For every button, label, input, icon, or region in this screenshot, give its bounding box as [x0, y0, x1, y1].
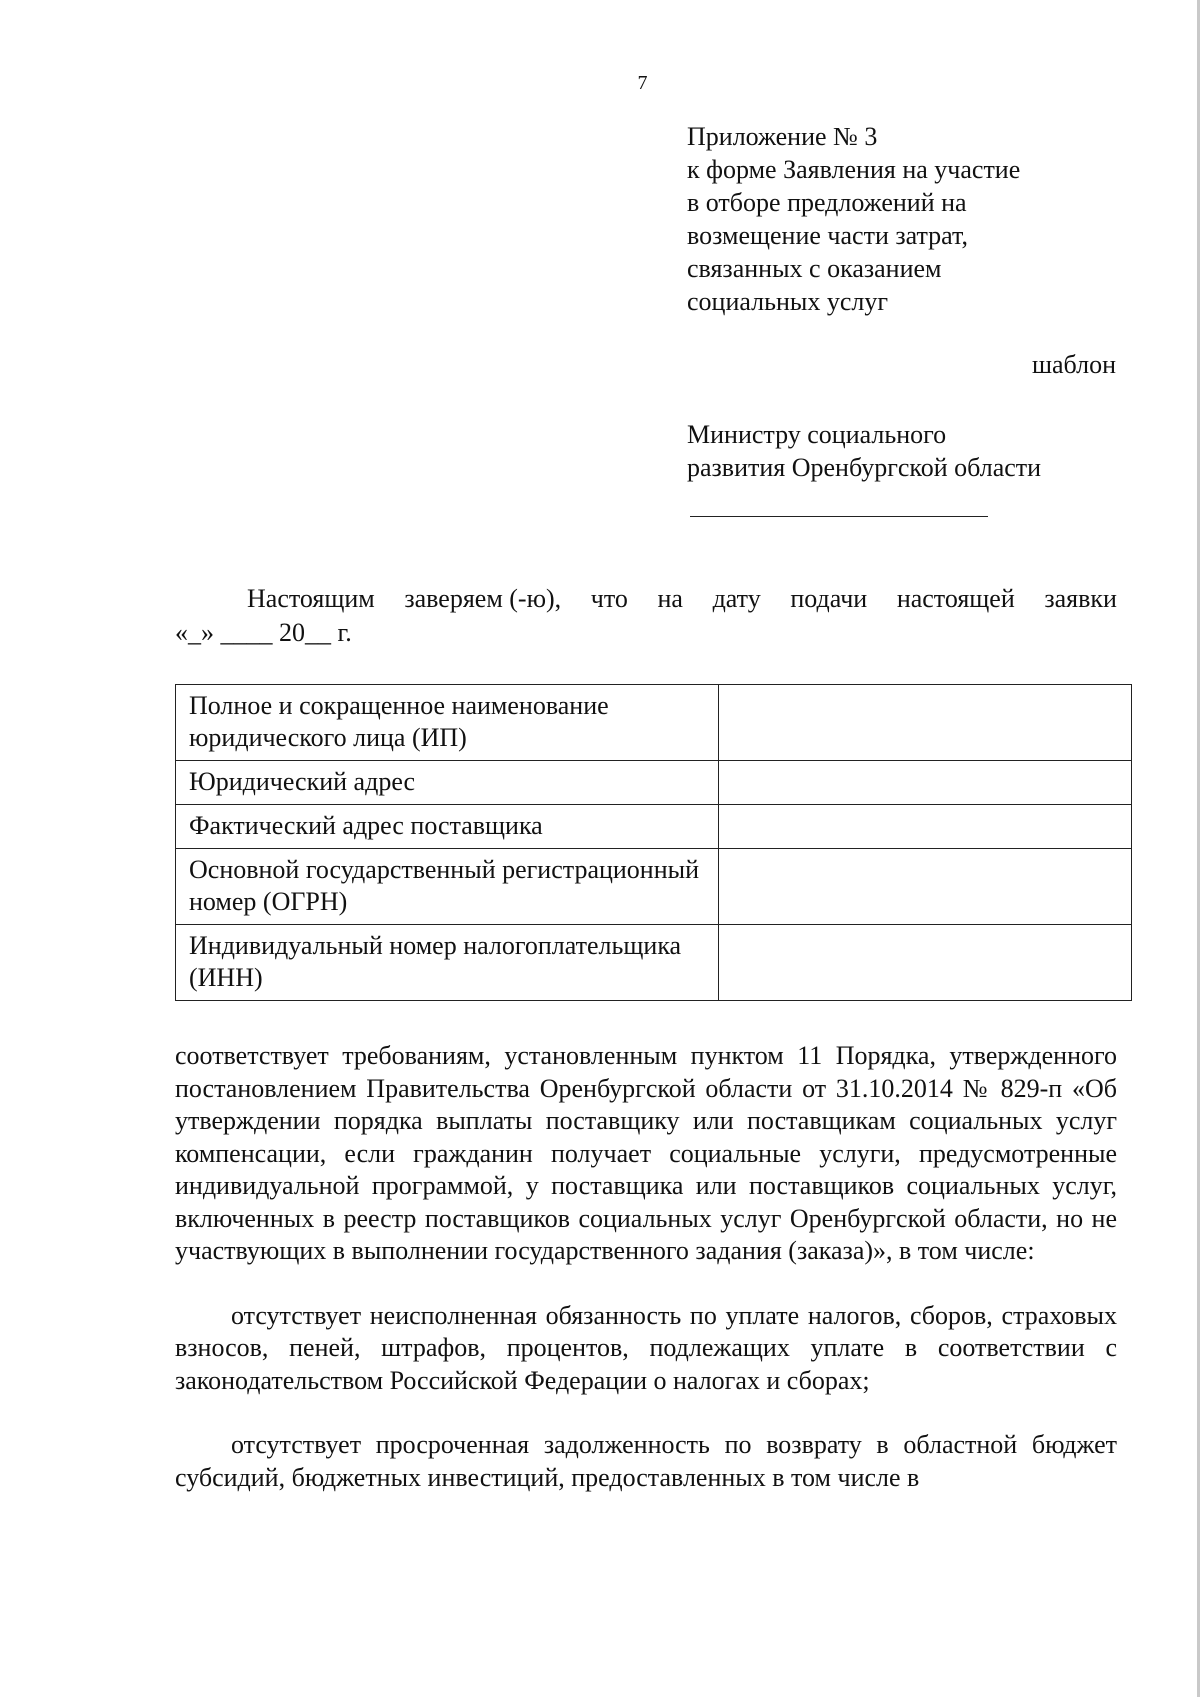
addressee-line: развития Оренбургской области: [687, 453, 1042, 482]
intro-word: Настоящим: [247, 584, 375, 613]
table-row: [176, 761, 1132, 805]
addressee: [687, 418, 1127, 484]
body-paragraph: отсутствует неисполненная обязанность по уплате налогов, сборов, страховых взносов, пеней, штрафов, процентов, подлежащих уплате в соответствии с законодательством Российской Федерации о налогах и сборах;: [175, 1300, 1117, 1395]
intro-word: настоящей: [896, 584, 1015, 613]
intro-date-line: «_» ____ 20__ г.: [175, 618, 352, 647]
table-row-value[interactable]: [719, 805, 1132, 849]
appendix-line: к форме Заявления на участие: [687, 155, 1021, 184]
appendix-line: Приложение № 3: [687, 122, 878, 151]
body-paragraph: отсутствует просроченная задолженность по возврату в областной бюджет субсидий, бюджетных инвестиций, предоставленных в том числе в: [175, 1430, 1117, 1492]
table-row-label: Основной государственный регистрационный номер (ОГРН): [176, 849, 719, 925]
table-row-value[interactable]: [719, 849, 1132, 925]
intro-word: что: [590, 584, 628, 613]
intro-word: дату: [712, 584, 761, 613]
appendix-line: связанных с оказанием: [687, 254, 942, 283]
table-row-value[interactable]: [719, 925, 1132, 1001]
intro-word: заверяем (-ю),: [404, 584, 562, 613]
template-label: шаблон: [1031, 350, 1116, 379]
table-row: [176, 849, 1132, 925]
intro-line-1: [175, 582, 1117, 616]
table-row-value[interactable]: [719, 685, 1132, 761]
appendix-header: [687, 120, 1107, 318]
page-number: 7: [637, 72, 648, 94]
table-row: [176, 805, 1132, 849]
addressee-blank-line: [690, 516, 988, 517]
table-row-label: Полное и сокращенное наименование юридического лица (ИП): [176, 685, 719, 761]
intro-statement: [175, 582, 1117, 650]
intro-word: подачи: [790, 584, 868, 613]
table-row-label: Фактический адрес поставщика: [176, 805, 719, 849]
appendix-line: в отборе предложений на: [687, 188, 967, 217]
table-row-value[interactable]: [719, 761, 1132, 805]
appendix-line: возмещение части затрат,: [687, 221, 968, 250]
intro-word: заявки: [1044, 584, 1117, 613]
appendix-line: социальных услуг: [687, 287, 889, 316]
table-row-label: Индивидуальный номер налогоплательщика (ИНН): [176, 925, 719, 1001]
table-row: [176, 925, 1132, 1001]
table-row: [176, 685, 1132, 761]
body-text: [175, 1040, 1117, 1494]
intro-word: на: [657, 584, 683, 613]
table-row-label: Юридический адрес: [176, 761, 719, 805]
body-paragraph: соответствует требованиям, установленным пунктом 11 Порядка, утвержденного постановлением Правительства Оренбургской области от 31.10.2014 № 829-п «Об утверждении порядка выплаты поставщику или поставщикам социальных услуг компенсации, если гражданин получает социальные услуги, предусмотренные индивидуальной программой, у поставщика или поставщиков социальных услуг, включенных в реестр поставщиков социальных услуг Оренбургской области, но не участвующих в выполнении государственного задания (заказа)», в том числе:: [175, 1041, 1117, 1265]
addressee-line: Министру социального: [687, 420, 947, 449]
supplier-info-table: [175, 684, 1132, 1001]
